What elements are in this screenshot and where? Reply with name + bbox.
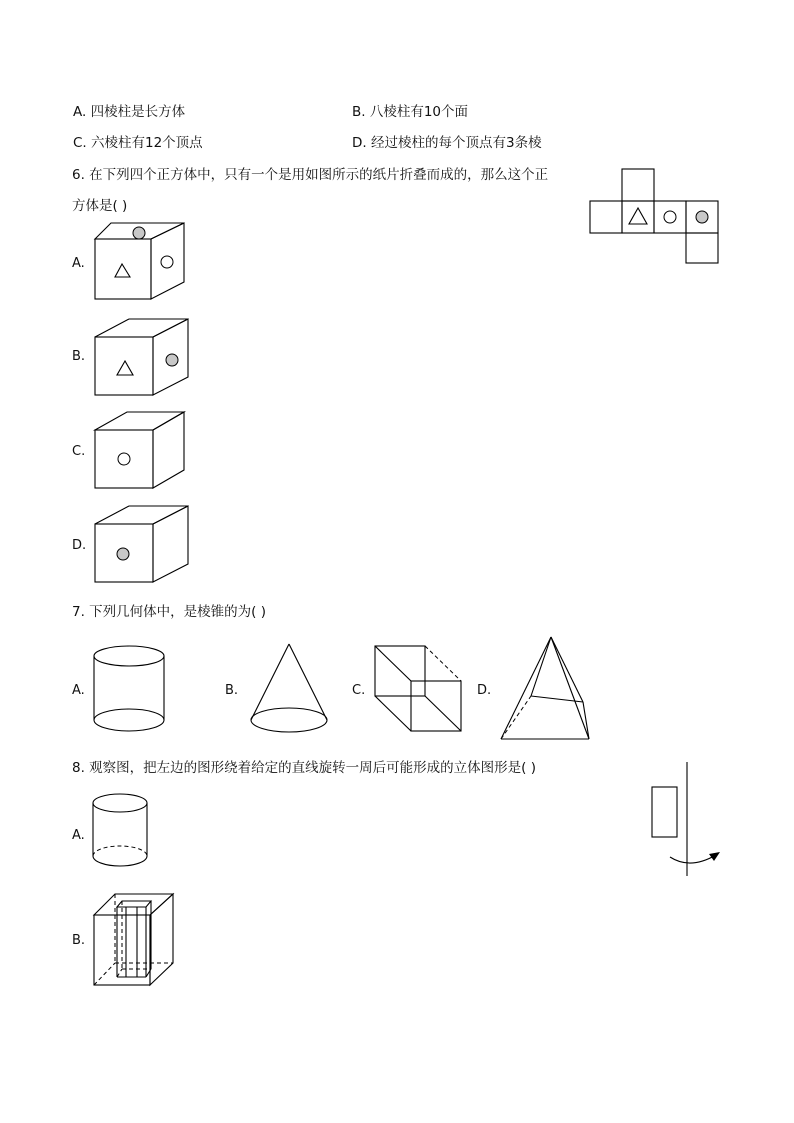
- q8-label-a: A.: [72, 828, 85, 843]
- q6-stem-line1: 6. 在下列四个正方体中，只有一个是用如图所示的纸片折叠而成的，那么这个正: [72, 167, 549, 183]
- q6-cube-b: [94, 318, 190, 396]
- q6-cube-net-figure: [588, 168, 720, 264]
- q8-box-with-hole: [93, 893, 177, 987]
- q7-prism: [374, 645, 464, 733]
- q7-cylinder: [93, 645, 167, 733]
- q6-stem-line2: 方体是( ): [72, 198, 128, 214]
- q7-stem: 7. 下列几何体中，是棱锥的为( ): [72, 604, 266, 620]
- q8-label-b: B.: [72, 933, 86, 948]
- q7-label-b: B.: [225, 683, 239, 698]
- q7-label-c: C.: [352, 683, 366, 698]
- q8-rotation-figure: [648, 760, 724, 878]
- q6-label-a: A.: [72, 256, 85, 271]
- q6-cube-c: [94, 411, 186, 489]
- q5-option-b: B. 八棱柱有10个面: [352, 104, 469, 120]
- q6-cube-d: [94, 505, 190, 583]
- q8-cylinder: [92, 793, 150, 871]
- q6-label-b: B.: [72, 349, 86, 364]
- q6-label-d: D.: [72, 538, 87, 553]
- q6-label-c: C.: [72, 444, 86, 459]
- q5-option-c: C. 六棱柱有12个顶点: [73, 135, 203, 151]
- q6-cube-a: [94, 222, 186, 302]
- q7-cone: [249, 643, 329, 735]
- q8-stem: 8. 观察图，把左边的图形绕着给定的直线旋转一周后可能形成的立体图形是( ): [72, 760, 536, 776]
- q5-option-d: D. 经过棱柱的每个顶点有3条棱: [352, 135, 542, 151]
- q5-option-a: A. 四棱柱是长方体: [73, 104, 186, 120]
- q7-label-d: D.: [477, 683, 492, 698]
- q7-label-a: A.: [72, 683, 85, 698]
- q7-pyramid: [500, 636, 592, 742]
